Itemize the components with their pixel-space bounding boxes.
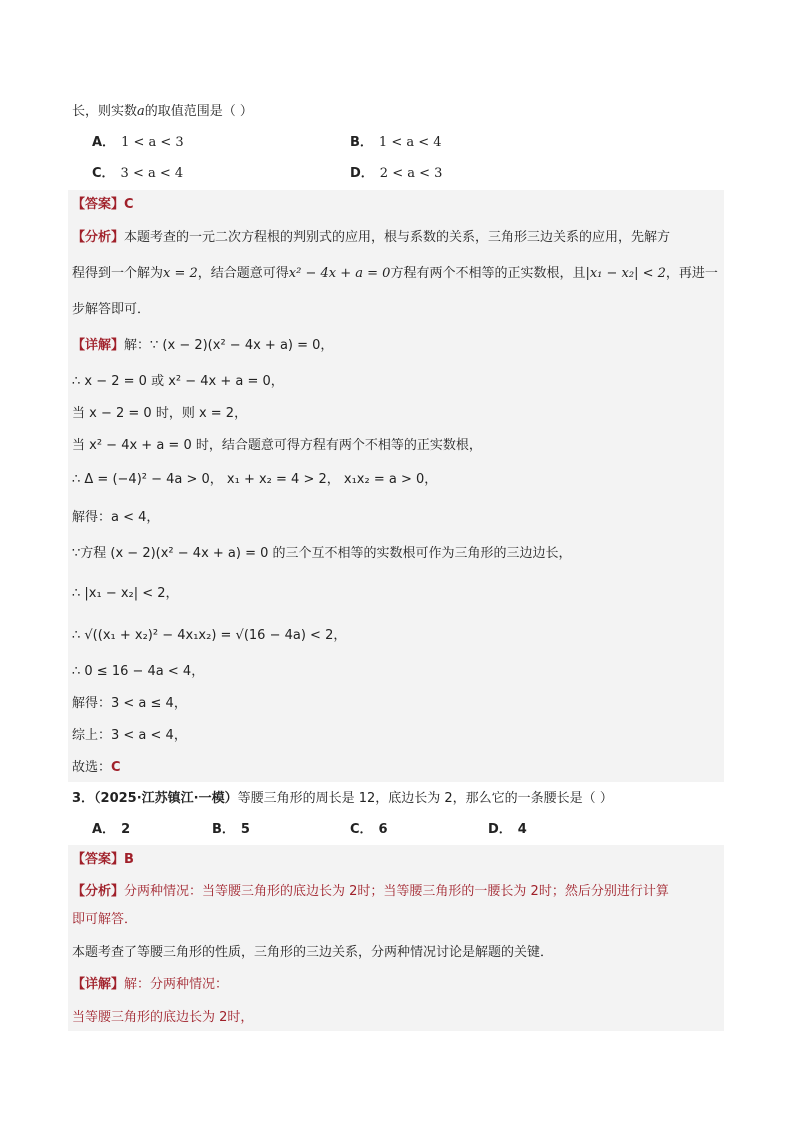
q2-option-d[interactable]: D． 2 < a < 3 <box>350 166 443 181</box>
q2-option-a[interactable]: A． 1 < a < 3 <box>92 135 184 150</box>
q2-analysis-line-1: 【分析】本题考查的一元二次方程根的判别式的应用，根与系数的关系，三角形三边关系的应用，先解方 <box>72 230 671 245</box>
q3-detail-line-2: 当等腰三角形的底边长为 2时， <box>72 1010 254 1025</box>
q2-detail-step-11: 解得：3 < a ≤ 4， <box>72 696 187 711</box>
q2-stem-text: 长，则实数 <box>72 104 138 119</box>
q3-analysis-line-3: 本题考查了等腰三角形的性质，三角形的三边关系，分两种情况讨论是解题的关键． <box>72 945 554 960</box>
q2-detail-step-12: 综上：3 < a < 4， <box>72 728 187 743</box>
q3-option-d[interactable]: D． 4 <box>488 822 527 837</box>
q2-detail-step-6: 解得：a < 4， <box>72 510 160 525</box>
q3-solution-box <box>68 845 724 1031</box>
q2-stem-end: 的取值范围是（ ） <box>144 104 253 119</box>
q2-detail-step-3: 当 x − 2 = 0 时，则 x = 2， <box>72 406 248 421</box>
q2-stem <box>72 102 253 122</box>
q2-final: 故选：C <box>72 760 121 775</box>
q3-stem: 3．（2025·江苏镇江·一模）等腰三角形的周长是 12，底边长为 2，那么它的一条腰长是（ ） <box>72 791 613 806</box>
q2-detail-step-2: ∴ x − 2 = 0 或 x² − 4x + a = 0， <box>72 374 284 389</box>
q2-option-c[interactable]: C． 3 < a < 4 <box>92 166 184 181</box>
q3-analysis-line-1: 【分析】分两种情况：当等腰三角形的底边长为 2时；当等腰三角形的一腰长为 2时；然后分别进行计算 <box>72 884 669 899</box>
q2-detail-step-10: ∴ 0 ≤ 16 − 4a < 4， <box>72 664 205 679</box>
q3-analysis-line-2: 即可解答． <box>72 912 138 927</box>
q3-answer: 【答案】B <box>72 852 134 867</box>
q2-detail-step-9: ∴ √((x₁ + x₂)² − 4x₁x₂) = √(16 − 4a) < 2， <box>72 628 347 643</box>
q2-option-b[interactable]: B． 1 < a < 4 <box>350 135 442 150</box>
q2-detail-step-8: ∴ |x₁ − x₂| < 2， <box>72 586 179 601</box>
q3-option-c[interactable]: C． 6 <box>350 822 388 837</box>
q2-detail-step-5: ∴ Δ = (−4)² − 4a > 0， x₁ + x₂ = 4 > 2， x₁x₂ = a > 0， <box>72 472 438 487</box>
q2-stem-var: a <box>137 104 145 119</box>
q2-detail-step-1: 【详解】解：∵ (x − 2)(x² − 4x + a) = 0， <box>72 338 334 353</box>
q2-answer: 【答案】C <box>72 197 134 212</box>
q2-analysis-line-2: 程得到一个解为x = 2，结合题意可得x² − 4x + a = 0方程有两个不相等的正实数根，且|x₁ − x₂| < 2，再进一 <box>72 266 718 281</box>
q3-detail-line-1: 【详解】解：分两种情况： <box>72 977 229 992</box>
q2-detail-step-7: ∵方程 (x − 2)(x² − 4x + a) = 0 的三个互不相等的实数根可作为三角形的三边边长， <box>72 546 572 561</box>
q3-option-a[interactable]: A． 2 <box>92 822 131 837</box>
q3-option-b[interactable]: B． 5 <box>212 822 250 837</box>
q2-analysis-line-3: 步解答即可． <box>72 302 151 317</box>
q2-detail-step-4: 当 x² − 4x + a = 0 时，结合题意可得方程有两个不相等的正实数根， <box>72 438 482 453</box>
q3-source: （2025·江苏镇江·一模） <box>94 791 238 806</box>
